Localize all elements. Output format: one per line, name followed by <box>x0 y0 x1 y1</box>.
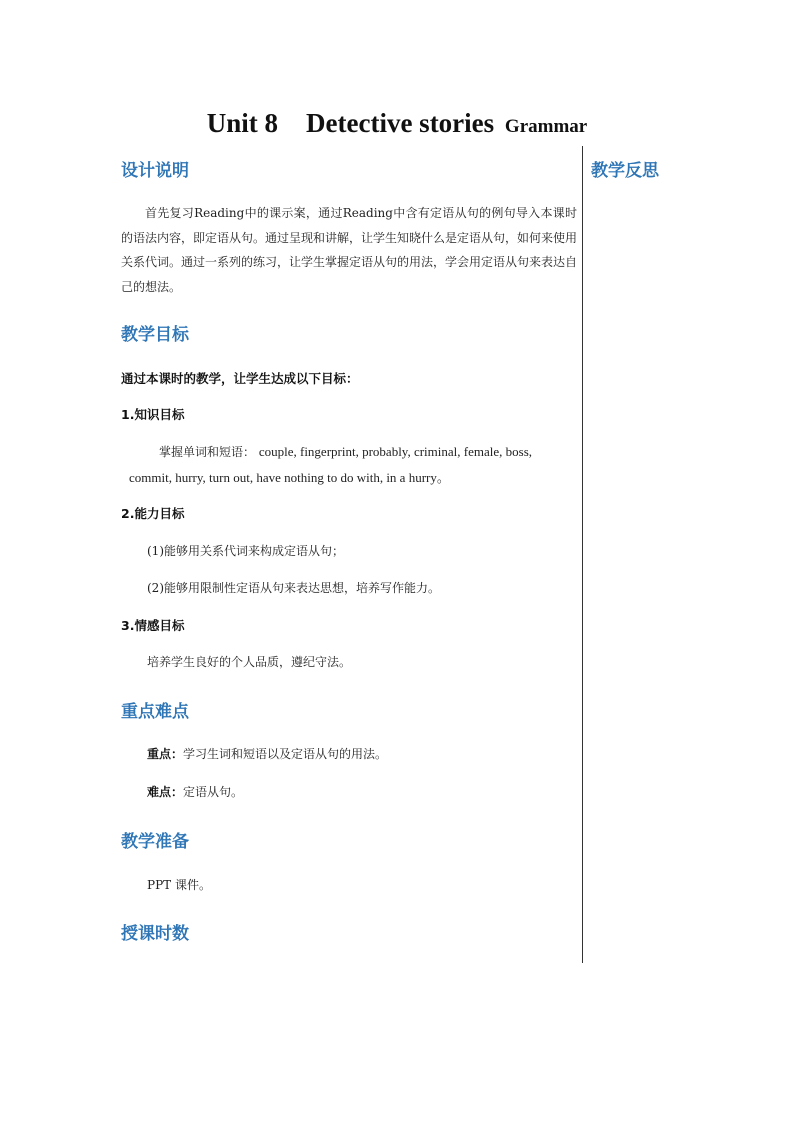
knowledge-words-2: commit, hurry, turn out, have nothing to do with, in a hurry。 <box>129 470 450 485</box>
reflection-heading: 教学反思 <box>591 161 659 181</box>
preparation-heading: 教学准备 <box>121 832 189 852</box>
emotion-text: 培养学生良好的个人品质，遵纪守法。 <box>147 655 352 669</box>
key-label: 重点： <box>147 747 184 761</box>
objectives-heading: 教学目标 <box>121 325 189 345</box>
title-unit: Unit 8 <box>206 108 279 138</box>
title-subtitle: Grammar <box>504 116 588 137</box>
ability-item-2: (2)能够用限制性定语从句来表达思想，培养写作能力。 <box>147 581 441 595</box>
knowledge-words-1: couple, fingerprint, probably, criminal, female, boss, <box>258 444 533 459</box>
difficult-text: 定语从句。 <box>183 785 244 799</box>
objectives-intro: 通过本课时的教学，让学生达成以下目标： <box>121 371 359 386</box>
page-title <box>0 108 794 139</box>
key-point-line <box>147 745 387 762</box>
knowledge-heading: 1.知识目标 <box>121 407 185 422</box>
key-text: 学习生词和短语以及定语从句的用法。 <box>183 747 388 761</box>
design-paragraph: 首先复习Reading中的课示案，通过Reading中含有定语从句的例句导入本课时的语法内容，即定语从句。通过呈现和讲解，让学生知晓什么是定语从句，如何来使用关系代词。通过一系列的练习，让学生掌握定语从句的用法，学会用定语从句来表达自己的想法。 <box>121 206 578 294</box>
difficult-label: 难点： <box>147 785 184 799</box>
knowledge-line-1 <box>159 443 532 460</box>
preparation-text: PPT 课件。 <box>147 878 211 892</box>
emotion-heading: 3.情感目标 <box>121 618 185 633</box>
knowledge-lead: 掌握单词和短语： <box>159 445 256 459</box>
key-points-heading: 重点难点 <box>121 702 189 722</box>
design-heading: 设计说明 <box>121 161 189 181</box>
title-topic: Detective stories <box>306 108 495 138</box>
hours-heading: 授课时数 <box>121 924 189 944</box>
column-divider <box>582 146 583 963</box>
ability-heading: 2.能力目标 <box>121 506 185 521</box>
ability-item-1: (1)能够用关系代词来构成定语从句； <box>147 544 344 558</box>
difficult-point-line <box>147 783 243 800</box>
